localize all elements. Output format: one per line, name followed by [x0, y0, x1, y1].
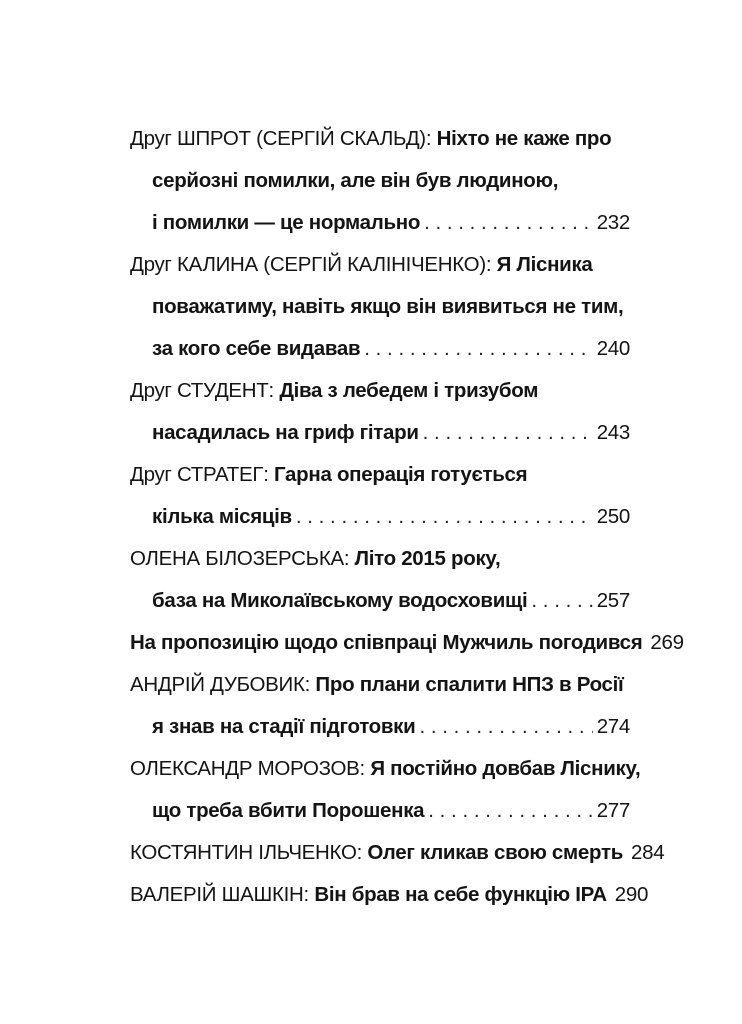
- toc-line: [130, 832, 665, 874]
- toc-title: Я постійно довбав Ліснику,: [370, 757, 641, 780]
- toc-author: ОЛЕКСАНДР МОРОЗОВ:: [130, 757, 365, 780]
- toc-line: [130, 244, 630, 286]
- toc-title: Про плани спалити НПЗ в Росії: [315, 673, 624, 696]
- toc-title: поважатиму, навіть якщо він виявиться не тим,: [152, 295, 624, 318]
- dot-leader: [364, 337, 592, 361]
- toc-page-number: 232: [596, 211, 630, 234]
- toc-title: насадилась на гриф гітари: [152, 421, 419, 444]
- toc-title: Гарна операція готується: [274, 463, 528, 486]
- toc-entry[interactable]: [130, 454, 630, 538]
- toc-line: [130, 664, 630, 706]
- toc-entry[interactable]: [130, 370, 630, 454]
- toc-page-number: 240: [596, 337, 630, 360]
- dot-leader: [423, 421, 593, 445]
- toc-page-number: 250: [596, 505, 630, 528]
- toc-page-number: 243: [596, 421, 630, 444]
- toc-title: і помилки — це нормально: [152, 211, 421, 234]
- toc-entry[interactable]: [130, 832, 665, 874]
- toc-author: Друг ШПРОТ (СЕРГІЙ СКАЛЬД):: [130, 127, 432, 150]
- toc-title: Олег кликав свою смерть: [367, 841, 623, 864]
- toc-title: кілька місяців: [152, 505, 292, 528]
- toc-title: серйозні помилки, але він був людиною,: [152, 169, 559, 192]
- toc-page-number: 277: [596, 799, 630, 822]
- toc-line: [130, 622, 684, 664]
- toc-author: Друг СТУДЕНТ:: [130, 379, 274, 402]
- toc-entry[interactable]: [130, 118, 630, 244]
- toc-author: АНДРІЙ ДУБОВИК:: [130, 673, 311, 696]
- toc-title: На пропозицію щодо співпраці Мужчиль погодився: [130, 631, 643, 654]
- toc-entry[interactable]: [130, 622, 684, 664]
- toc-author: КОСТЯНТИН ІЛЬЧЕНКО:: [130, 841, 363, 864]
- toc-title: я знав на стадії підготовки: [152, 715, 416, 738]
- toc-line: [130, 790, 630, 832]
- toc-line: [130, 748, 641, 790]
- toc-line: [130, 496, 630, 538]
- toc-title: Літо 2015 року,: [354, 547, 501, 570]
- toc-author: Друг СТРАТЕГ:: [130, 463, 269, 486]
- toc-line: [130, 412, 630, 454]
- toc-author: ОЛЕНА БІЛОЗЕРСЬКА:: [130, 547, 350, 570]
- toc-line: [130, 454, 630, 496]
- toc-page-number: 257: [596, 589, 630, 612]
- toc-line: [130, 118, 630, 160]
- toc-title: база на Миколаївському водосховищі: [152, 589, 528, 612]
- toc-line: [130, 580, 630, 622]
- toc-title: що треба вбити Порошенка: [152, 799, 425, 822]
- toc-title: Він брав на себе функцію ІРА: [314, 883, 607, 906]
- toc-page-number: 290: [614, 883, 649, 906]
- toc-title: за кого себе видавав: [152, 337, 361, 360]
- toc-title: Ніхто не каже про: [436, 127, 612, 150]
- toc-line: [130, 328, 630, 370]
- toc-author: Друг КАЛИНА (СЕРГІЙ КАЛІНІЧЕНКО):: [130, 253, 492, 276]
- toc-line: [130, 370, 630, 412]
- toc-entry[interactable]: [130, 748, 641, 832]
- toc-page-number: 284: [631, 841, 665, 864]
- toc-line: [130, 538, 630, 580]
- toc-title: Діва з лебедем і тризубом: [279, 379, 539, 402]
- toc-line: [130, 874, 649, 916]
- table-of-contents: [130, 118, 684, 916]
- dot-leader: [428, 799, 592, 823]
- toc-entry[interactable]: [130, 664, 630, 748]
- toc-page-number: 274: [596, 715, 630, 738]
- toc-title: Я Лісника: [496, 253, 593, 276]
- toc-line: [130, 160, 630, 202]
- toc-author: ВАЛЕРІЙ ШАШКІН:: [130, 883, 309, 906]
- toc-line: [130, 706, 630, 748]
- toc-entry[interactable]: [130, 538, 630, 622]
- dot-leader: [296, 505, 593, 529]
- toc-page-number: 269: [650, 631, 684, 654]
- toc-line: [130, 202, 630, 244]
- toc-line: [130, 286, 630, 328]
- dot-leader: [419, 715, 592, 739]
- dot-leader: [424, 211, 593, 235]
- toc-entry[interactable]: [130, 244, 630, 370]
- dot-leader: [531, 589, 592, 613]
- toc-entry[interactable]: [130, 874, 649, 916]
